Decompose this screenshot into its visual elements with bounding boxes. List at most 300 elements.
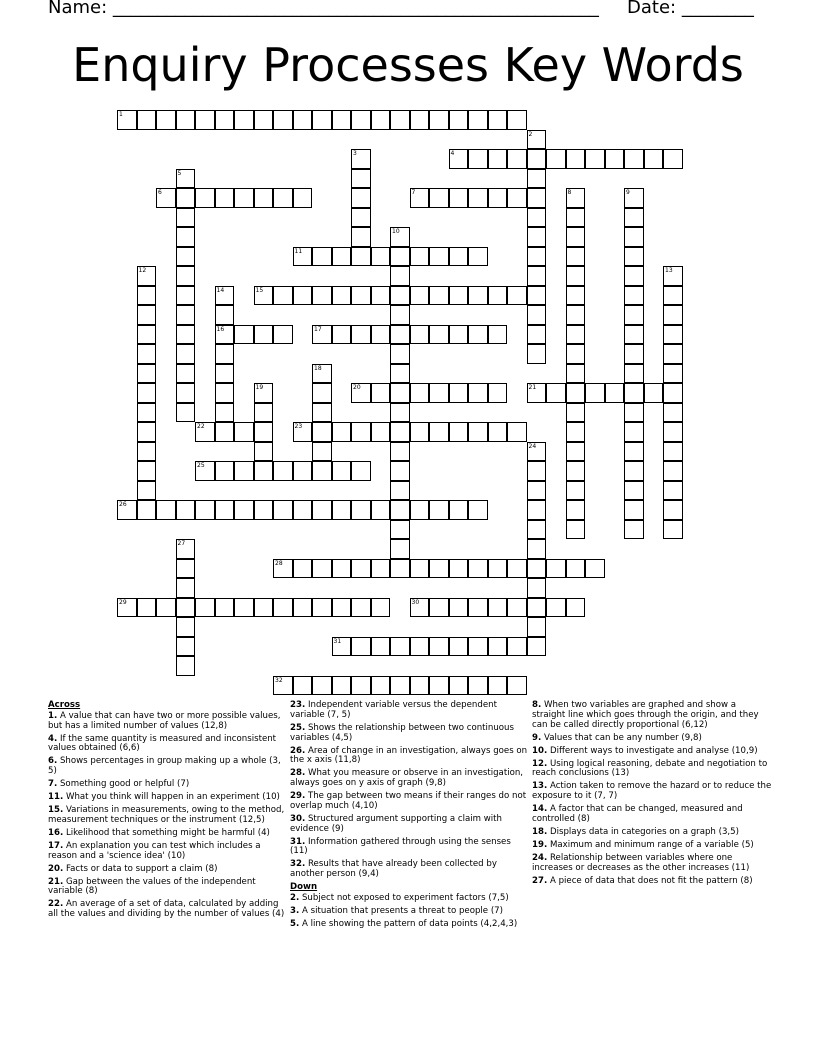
grid-cell[interactable] (527, 149, 547, 169)
grid-cell[interactable] (371, 110, 391, 130)
grid-cell[interactable] (624, 188, 644, 208)
grid-cell[interactable] (566, 364, 586, 384)
grid-cell[interactable] (117, 110, 137, 130)
grid-cell[interactable] (488, 110, 508, 130)
grid-cell[interactable] (312, 461, 332, 481)
grid-cell[interactable] (176, 286, 196, 306)
grid-cell[interactable] (624, 266, 644, 286)
grid-cell[interactable] (429, 188, 449, 208)
grid-cell[interactable] (468, 286, 488, 306)
grid-cell[interactable] (410, 676, 430, 696)
grid-cell[interactable] (312, 676, 332, 696)
date-field[interactable] (627, 0, 754, 19)
grid-cell[interactable] (293, 188, 313, 208)
grid-cell[interactable] (195, 461, 215, 481)
grid-cell[interactable] (195, 110, 215, 130)
grid-cell[interactable] (410, 286, 430, 306)
grid-cell[interactable] (390, 637, 410, 657)
grid-cell[interactable] (663, 442, 683, 462)
grid-cell[interactable] (195, 422, 215, 442)
grid-cell[interactable] (624, 286, 644, 306)
grid-cell[interactable] (410, 500, 430, 520)
grid-cell[interactable] (137, 286, 157, 306)
grid-cell[interactable] (488, 149, 508, 169)
grid-cell[interactable] (488, 676, 508, 696)
grid-cell[interactable] (488, 598, 508, 618)
name-line[interactable]: ______________________________________________________ (112, 0, 599, 18)
grid-cell[interactable] (390, 266, 410, 286)
grid-cell[interactable] (371, 559, 391, 579)
grid-cell[interactable] (507, 559, 527, 579)
grid-cell[interactable] (527, 481, 547, 501)
grid-cell[interactable] (390, 559, 410, 579)
grid-cell[interactable] (137, 364, 157, 384)
grid-cell[interactable] (507, 637, 527, 657)
grid-cell[interactable] (488, 559, 508, 579)
grid-cell[interactable] (215, 422, 235, 442)
grid-cell[interactable] (332, 559, 352, 579)
grid-cell[interactable] (390, 461, 410, 481)
grid-cell[interactable] (215, 188, 235, 208)
grid-cell[interactable] (332, 422, 352, 442)
grid-cell[interactable] (215, 500, 235, 520)
grid-cell[interactable] (215, 461, 235, 481)
grid-cell[interactable] (585, 383, 605, 403)
grid-cell[interactable] (527, 208, 547, 228)
grid-cell[interactable] (527, 344, 547, 364)
grid-cell[interactable] (468, 500, 488, 520)
grid-cell[interactable] (351, 500, 371, 520)
grid-cell[interactable] (449, 637, 469, 657)
grid-cell[interactable] (176, 598, 196, 618)
grid-cell[interactable] (176, 559, 196, 579)
grid-cell[interactable] (566, 403, 586, 423)
grid-cell[interactable] (176, 403, 196, 423)
grid-cell[interactable] (156, 188, 176, 208)
grid-cell[interactable] (215, 344, 235, 364)
grid-cell[interactable] (312, 325, 332, 345)
grid-cell[interactable] (605, 383, 625, 403)
grid-cell[interactable] (566, 286, 586, 306)
grid-cell[interactable] (351, 637, 371, 657)
grid-cell[interactable] (312, 403, 332, 423)
grid-cell[interactable] (410, 598, 430, 618)
grid-cell[interactable] (176, 500, 196, 520)
grid-cell[interactable] (624, 403, 644, 423)
grid-cell[interactable] (176, 364, 196, 384)
grid-cell[interactable] (624, 344, 644, 364)
grid-cell[interactable] (176, 169, 196, 189)
grid-cell[interactable] (351, 169, 371, 189)
grid-cell[interactable] (429, 598, 449, 618)
grid-cell[interactable] (410, 325, 430, 345)
grid-cell[interactable] (527, 305, 547, 325)
grid-cell[interactable] (176, 539, 196, 559)
grid-cell[interactable] (449, 500, 469, 520)
grid-cell[interactable] (410, 110, 430, 130)
grid-cell[interactable] (293, 461, 313, 481)
grid-cell[interactable] (273, 500, 293, 520)
grid-cell[interactable] (527, 578, 547, 598)
grid-cell[interactable] (527, 383, 547, 403)
grid-cell[interactable] (468, 559, 488, 579)
grid-cell[interactable] (215, 325, 235, 345)
grid-cell[interactable] (371, 247, 391, 267)
grid-cell[interactable] (176, 247, 196, 267)
grid-cell[interactable] (468, 325, 488, 345)
grid-cell[interactable] (390, 305, 410, 325)
grid-cell[interactable] (585, 149, 605, 169)
grid-cell[interactable] (293, 676, 313, 696)
grid-cell[interactable] (176, 344, 196, 364)
grid-cell[interactable] (488, 383, 508, 403)
grid-cell[interactable] (371, 637, 391, 657)
grid-cell[interactable] (156, 110, 176, 130)
grid-cell[interactable] (527, 442, 547, 462)
grid-cell[interactable] (176, 208, 196, 228)
grid-cell[interactable] (390, 500, 410, 520)
grid-cell[interactable] (449, 383, 469, 403)
grid-cell[interactable] (273, 286, 293, 306)
grid-cell[interactable] (254, 286, 274, 306)
grid-cell[interactable] (254, 403, 274, 423)
grid-cell[interactable] (234, 325, 254, 345)
grid-cell[interactable] (468, 247, 488, 267)
grid-cell[interactable] (234, 500, 254, 520)
grid-cell[interactable] (527, 520, 547, 540)
grid-cell[interactable] (137, 266, 157, 286)
grid-cell[interactable] (176, 305, 196, 325)
grid-cell[interactable] (390, 520, 410, 540)
grid-cell[interactable] (585, 559, 605, 579)
grid-cell[interactable] (663, 422, 683, 442)
grid-cell[interactable] (507, 676, 527, 696)
grid-cell[interactable] (663, 344, 683, 364)
grid-cell[interactable] (566, 461, 586, 481)
grid-cell[interactable] (332, 286, 352, 306)
grid-cell[interactable] (215, 598, 235, 618)
grid-cell[interactable] (429, 637, 449, 657)
grid-cell[interactable] (566, 266, 586, 286)
grid-cell[interactable] (137, 325, 157, 345)
grid-cell[interactable] (390, 442, 410, 462)
grid-cell[interactable] (566, 383, 586, 403)
grid-cell[interactable] (351, 188, 371, 208)
grid-cell[interactable] (137, 422, 157, 442)
grid-cell[interactable] (215, 286, 235, 306)
grid-cell[interactable] (468, 149, 488, 169)
grid-cell[interactable] (624, 481, 644, 501)
grid-cell[interactable] (390, 286, 410, 306)
grid-cell[interactable] (624, 208, 644, 228)
grid-cell[interactable] (546, 598, 566, 618)
grid-cell[interactable] (663, 481, 683, 501)
grid-cell[interactable] (624, 500, 644, 520)
grid-cell[interactable] (527, 130, 547, 150)
grid-cell[interactable] (468, 676, 488, 696)
grid-cell[interactable] (312, 247, 332, 267)
grid-cell[interactable] (351, 559, 371, 579)
grid-cell[interactable] (273, 188, 293, 208)
grid-cell[interactable] (566, 208, 586, 228)
grid-cell[interactable] (390, 110, 410, 130)
grid-cell[interactable] (176, 637, 196, 657)
grid-cell[interactable] (234, 188, 254, 208)
grid-cell[interactable] (624, 364, 644, 384)
grid-cell[interactable] (215, 383, 235, 403)
grid-cell[interactable] (195, 598, 215, 618)
grid-cell[interactable] (254, 110, 274, 130)
grid-cell[interactable] (215, 110, 235, 130)
grid-cell[interactable] (312, 364, 332, 384)
grid-cell[interactable] (527, 188, 547, 208)
grid-cell[interactable] (117, 598, 137, 618)
grid-cell[interactable] (429, 383, 449, 403)
grid-cell[interactable] (429, 325, 449, 345)
name-field[interactable] (48, 0, 599, 19)
grid-cell[interactable] (507, 188, 527, 208)
grid-cell[interactable] (137, 403, 157, 423)
grid-cell[interactable] (624, 305, 644, 325)
grid-cell[interactable] (332, 110, 352, 130)
grid-cell[interactable] (351, 208, 371, 228)
grid-cell[interactable] (293, 500, 313, 520)
grid-cell[interactable] (254, 325, 274, 345)
grid-cell[interactable] (137, 461, 157, 481)
grid-cell[interactable] (410, 247, 430, 267)
grid-cell[interactable] (215, 364, 235, 384)
grid-cell[interactable] (371, 383, 391, 403)
grid-cell[interactable] (624, 383, 644, 403)
grid-cell[interactable] (429, 247, 449, 267)
grid-cell[interactable] (195, 188, 215, 208)
grid-cell[interactable] (527, 461, 547, 481)
grid-cell[interactable] (371, 325, 391, 345)
grid-cell[interactable] (176, 110, 196, 130)
grid-cell[interactable] (371, 500, 391, 520)
grid-cell[interactable] (351, 598, 371, 618)
grid-cell[interactable] (312, 598, 332, 618)
grid-cell[interactable] (527, 500, 547, 520)
grid-cell[interactable] (468, 598, 488, 618)
grid-cell[interactable] (390, 539, 410, 559)
grid-cell[interactable] (449, 598, 469, 618)
grid-cell[interactable] (351, 110, 371, 130)
grid-cell[interactable] (254, 500, 274, 520)
grid-cell[interactable] (176, 656, 196, 676)
grid-cell[interactable] (234, 598, 254, 618)
grid-cell[interactable] (546, 383, 566, 403)
grid-cell[interactable] (332, 500, 352, 520)
grid-cell[interactable] (312, 110, 332, 130)
grid-cell[interactable] (566, 188, 586, 208)
grid-cell[interactable] (624, 227, 644, 247)
grid-cell[interactable] (176, 266, 196, 286)
grid-cell[interactable] (390, 247, 410, 267)
grid-cell[interactable] (507, 110, 527, 130)
grid-cell[interactable] (312, 422, 332, 442)
grid-cell[interactable] (351, 227, 371, 247)
grid-cell[interactable] (449, 325, 469, 345)
grid-cell[interactable] (663, 383, 683, 403)
grid-cell[interactable] (254, 383, 274, 403)
grid-cell[interactable] (371, 598, 391, 618)
grid-cell[interactable] (468, 383, 488, 403)
grid-cell[interactable] (429, 286, 449, 306)
grid-cell[interactable] (312, 383, 332, 403)
grid-cell[interactable] (644, 383, 664, 403)
grid-cell[interactable] (390, 403, 410, 423)
grid-cell[interactable] (371, 422, 391, 442)
grid-cell[interactable] (527, 559, 547, 579)
grid-cell[interactable] (117, 500, 137, 520)
grid-cell[interactable] (410, 637, 430, 657)
grid-cell[interactable] (254, 422, 274, 442)
grid-cell[interactable] (566, 325, 586, 345)
grid-cell[interactable] (410, 422, 430, 442)
grid-cell[interactable] (527, 169, 547, 189)
grid-cell[interactable] (624, 422, 644, 442)
grid-cell[interactable] (449, 188, 469, 208)
grid-cell[interactable] (663, 364, 683, 384)
grid-cell[interactable] (605, 149, 625, 169)
grid-cell[interactable] (507, 598, 527, 618)
grid-cell[interactable] (293, 247, 313, 267)
grid-cell[interactable] (176, 227, 196, 247)
grid-cell[interactable] (449, 676, 469, 696)
grid-cell[interactable] (293, 286, 313, 306)
grid-cell[interactable] (137, 500, 157, 520)
grid-cell[interactable] (137, 383, 157, 403)
grid-cell[interactable] (566, 305, 586, 325)
date-line[interactable]: ________ (681, 0, 754, 18)
grid-cell[interactable] (663, 500, 683, 520)
grid-cell[interactable] (332, 637, 352, 657)
grid-cell[interactable] (663, 461, 683, 481)
grid-cell[interactable] (507, 422, 527, 442)
grid-cell[interactable] (332, 247, 352, 267)
grid-cell[interactable] (351, 383, 371, 403)
grid-cell[interactable] (176, 617, 196, 637)
grid-cell[interactable] (137, 481, 157, 501)
grid-cell[interactable] (468, 422, 488, 442)
grid-cell[interactable] (566, 598, 586, 618)
grid-cell[interactable] (254, 188, 274, 208)
grid-cell[interactable] (332, 325, 352, 345)
grid-cell[interactable] (449, 559, 469, 579)
grid-cell[interactable] (332, 598, 352, 618)
grid-cell[interactable] (546, 149, 566, 169)
grid-cell[interactable] (273, 461, 293, 481)
grid-cell[interactable] (566, 227, 586, 247)
grid-cell[interactable] (507, 149, 527, 169)
grid-cell[interactable] (527, 598, 547, 618)
grid-cell[interactable] (566, 481, 586, 501)
grid-cell[interactable] (488, 188, 508, 208)
grid-cell[interactable] (137, 442, 157, 462)
grid-cell[interactable] (273, 559, 293, 579)
grid-cell[interactable] (449, 149, 469, 169)
grid-cell[interactable] (176, 188, 196, 208)
grid-cell[interactable] (351, 676, 371, 696)
grid-cell[interactable] (390, 325, 410, 345)
grid-cell[interactable] (663, 305, 683, 325)
grid-cell[interactable] (234, 461, 254, 481)
grid-cell[interactable] (527, 617, 547, 637)
grid-cell[interactable] (234, 422, 254, 442)
grid-cell[interactable] (566, 559, 586, 579)
grid-cell[interactable] (137, 598, 157, 618)
grid-cell[interactable] (254, 442, 274, 462)
grid-cell[interactable] (351, 247, 371, 267)
grid-cell[interactable] (566, 149, 586, 169)
grid-cell[interactable] (566, 247, 586, 267)
grid-cell[interactable] (546, 559, 566, 579)
grid-cell[interactable] (527, 637, 547, 657)
grid-cell[interactable] (488, 325, 508, 345)
grid-cell[interactable] (273, 676, 293, 696)
grid-cell[interactable] (527, 539, 547, 559)
grid-cell[interactable] (312, 286, 332, 306)
grid-cell[interactable] (663, 149, 683, 169)
grid-cell[interactable] (371, 286, 391, 306)
grid-cell[interactable] (215, 305, 235, 325)
grid-cell[interactable] (293, 559, 313, 579)
grid-cell[interactable] (624, 325, 644, 345)
grid-cell[interactable] (254, 598, 274, 618)
grid-cell[interactable] (449, 110, 469, 130)
grid-cell[interactable] (312, 442, 332, 462)
grid-cell[interactable] (137, 110, 157, 130)
grid-cell[interactable] (624, 247, 644, 267)
grid-cell[interactable] (624, 520, 644, 540)
grid-cell[interactable] (332, 461, 352, 481)
grid-cell[interactable] (390, 344, 410, 364)
grid-cell[interactable] (390, 227, 410, 247)
grid-cell[interactable] (195, 500, 215, 520)
grid-cell[interactable] (566, 520, 586, 540)
grid-cell[interactable] (351, 149, 371, 169)
grid-cell[interactable] (390, 481, 410, 501)
grid-cell[interactable] (527, 286, 547, 306)
grid-cell[interactable] (566, 442, 586, 462)
grid-cell[interactable] (390, 364, 410, 384)
grid-cell[interactable] (293, 422, 313, 442)
grid-cell[interactable] (566, 500, 586, 520)
grid-cell[interactable] (429, 500, 449, 520)
grid-cell[interactable] (527, 266, 547, 286)
grid-cell[interactable] (410, 559, 430, 579)
grid-cell[interactable] (351, 286, 371, 306)
grid-cell[interactable] (624, 149, 644, 169)
grid-cell[interactable] (663, 325, 683, 345)
grid-cell[interactable] (527, 247, 547, 267)
grid-cell[interactable] (663, 520, 683, 540)
grid-cell[interactable] (312, 559, 332, 579)
grid-cell[interactable] (488, 286, 508, 306)
grid-cell[interactable] (156, 598, 176, 618)
grid-cell[interactable] (449, 247, 469, 267)
grid-cell[interactable] (663, 286, 683, 306)
grid-cell[interactable] (215, 403, 235, 423)
grid-cell[interactable] (644, 149, 664, 169)
grid-cell[interactable] (488, 422, 508, 442)
grid-cell[interactable] (566, 422, 586, 442)
grid-cell[interactable] (429, 422, 449, 442)
grid-cell[interactable] (468, 637, 488, 657)
grid-cell[interactable] (312, 500, 332, 520)
grid-cell[interactable] (371, 676, 391, 696)
